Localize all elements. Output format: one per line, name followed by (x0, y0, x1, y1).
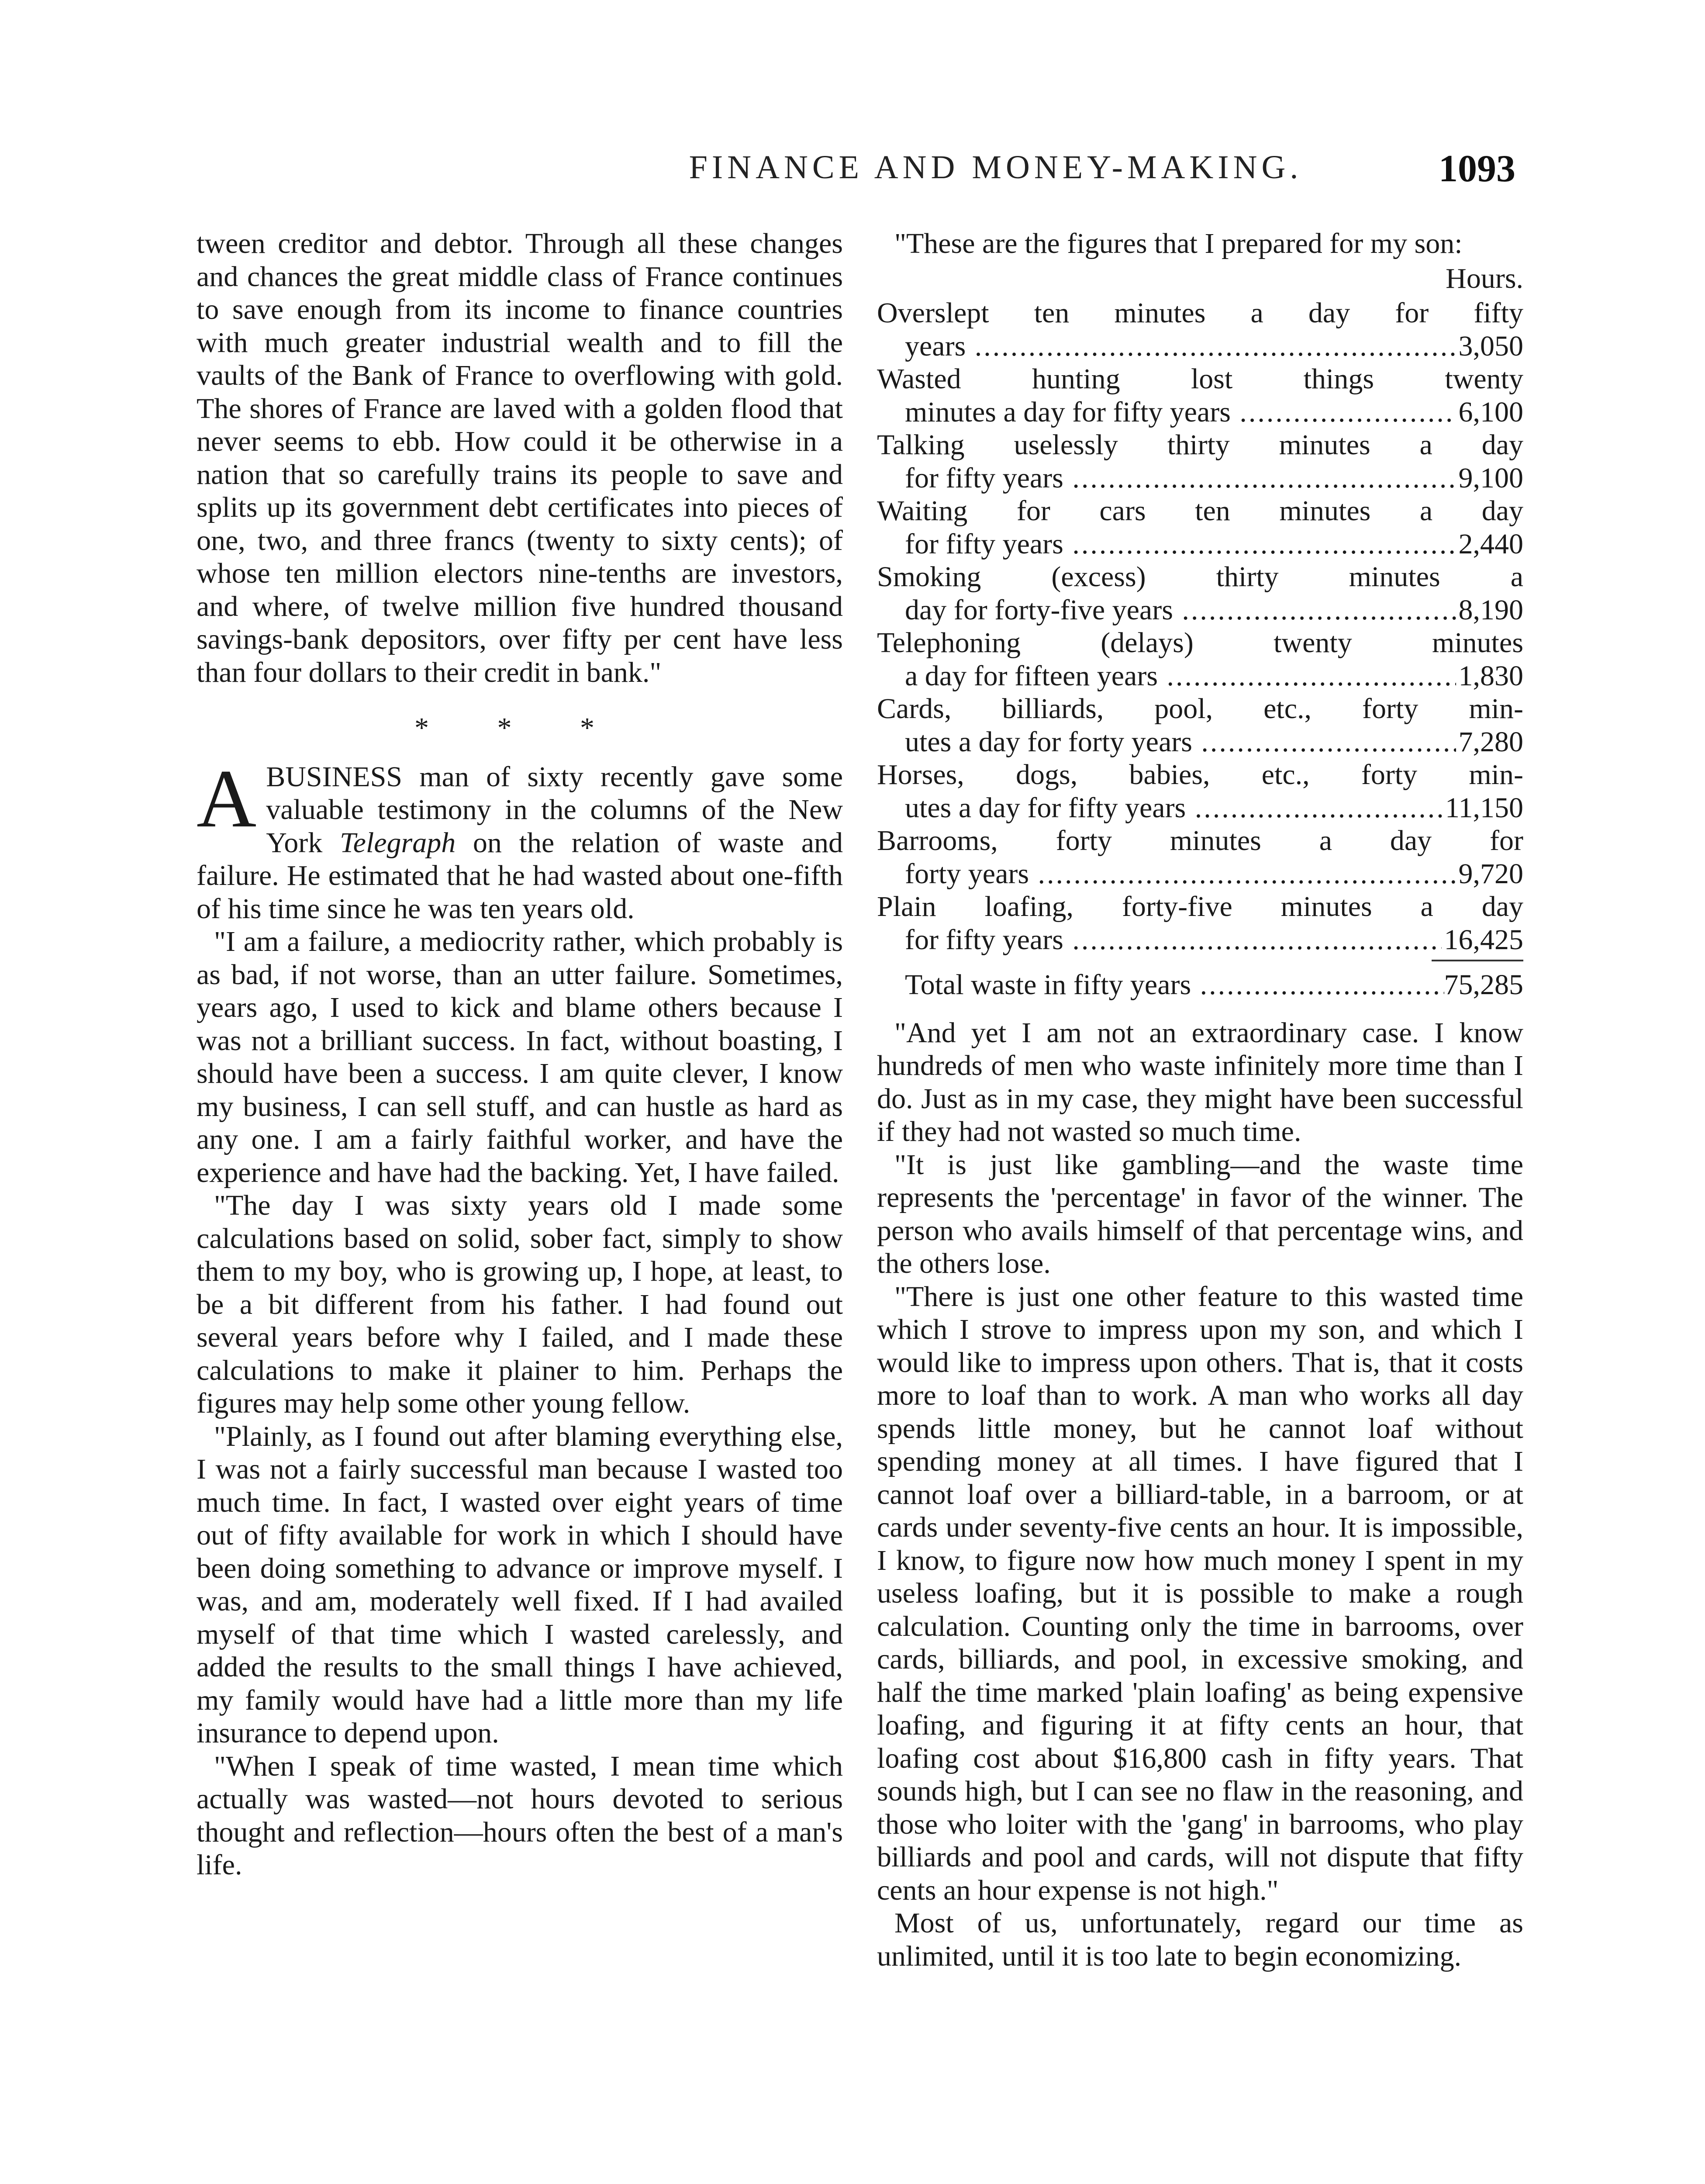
entry-label: forty years ..... (905, 857, 1456, 891)
table-row (877, 429, 1523, 494)
entry-label: minutes a day for fifty years ..... (905, 396, 1456, 429)
entry-label: Plain loafing, forty-five minutes a day (877, 891, 1523, 923)
entry-label: for fifty years ..... (905, 923, 1442, 957)
running-head: FINANCE AND MONEY-MAKING. (689, 149, 1303, 186)
paragraph: "I am a failure, a mediocrity rather, which probably is as bad, if not worse, than an utter failure. Sometimes, years ago, I used to kick and blame others because I was not a brilliant success. In fact, without boasting, I should have been a success. I am quite clever, I know my business, I can sell stuff, and can hustle as hard as any one. I am a fairly faithful worker, and have the experience and have had the backing. Yet, I have failed. (197, 926, 843, 1189)
entry-label: Cards, billiards, pool, etc., forty min- (877, 693, 1523, 725)
entry-label: utes a day for fifty years ..... (905, 791, 1443, 825)
table-row (877, 758, 1523, 824)
entry-hours: 1,830 (1458, 660, 1523, 692)
section-separator: * * * (414, 712, 625, 744)
entry-hours: 9,100 (1458, 462, 1523, 494)
paragraph: "And yet I am not an extraordinary case. I know hundreds of men who waste infinitely more time than I do. Just as in my case, they might have been successful if they had not wasted so much time. (877, 1016, 1523, 1147)
paragraph: "There is just one other feature to this wasted time which I strove to impress upon my son, and which I would like to impress upon others. That is, that it costs more to loaf than to work. A man who works all day spends little money, but he cannot loaf without spending money at all times. I have figured that I cannot loaf over a billiard-table, in a barroom, or at cards under seventy-five cents an hour. It is impossible, I know, to figure now how much money I spent in my useless loafing, but it is possible to make a rough calculation. Counting only the time in barrooms, over cards, billiards, and pool, in excessive smoking, and half the time marked 'plain loafing' as being expensive loafing, and figuring it at fifty cents an hour, that loafing cost about $16,800 cash in fifty years. That sounds high, but I can see no flaw in the reasoning, and those who loiter with the 'gang' in barrooms, who play billiards and pool and cards, will not dispute that fifty cents an hour expense is not high." (877, 1280, 1523, 1906)
table-row (877, 560, 1523, 626)
entry-label: a day for fifteen years ..... (905, 660, 1456, 693)
total-row (877, 968, 1523, 1002)
entry-label: Telephoning (delays) twenty minutes (877, 627, 1523, 659)
paragraph-text: BUSINESS man of sixty recently gave some valuable testimony in the columns of the New York (266, 760, 843, 859)
entry-label: Overslept ten minutes a day for fifty (877, 297, 1523, 329)
table-row (877, 890, 1523, 956)
entry-label: Smoking (excess) thirty minutes a (877, 561, 1523, 593)
entry-label: day for forty-five years ..... (905, 594, 1456, 627)
paragraph: tween creditor and debtor. Through all these changes and chances the great middle class of France continues to save enough from its income to finance countries with much greater industrial wealth and to fill the vaults of the Bank of France to overflowing with gold. The shores of France are laved with a golden flood that never seems to ebb. How could it be otherwise in a nation that so carefully trains its people to save and splits up its government debt certificates into pieces of one, two, and three francs (twenty to sixty cents); of whose ten million electors nine-tenths are investors, and where, of twelve million five hundred thousand savings-bank depositors, over fifty per cent have less than four dollars to their credit in bank." (197, 228, 843, 688)
table-row (877, 692, 1523, 758)
entry-hours: 6,100 (1458, 396, 1523, 428)
entry-hours: 9,720 (1458, 857, 1523, 890)
entry-label: Waiting for cars ten minutes a day (877, 495, 1523, 527)
entry-label: years ..... (905, 330, 1456, 363)
table-row (877, 494, 1523, 560)
table-row (877, 363, 1523, 429)
table-row (877, 626, 1523, 692)
paragraph: "It is just like gambling—and the waste time represents the 'percentage' in favor of the winner. The person who avails himself of that percentage wins, and the others lose. (877, 1148, 1523, 1279)
paragraph: "These are the figures that I prepared for my son: (894, 228, 1463, 259)
entry-label: Talking uselessly thirty minutes a day (877, 429, 1523, 461)
waste-table (877, 297, 1523, 1002)
paragraph-text: on the relation of waste and failure. He estimated that he had wasted about one-fifth of his time since he was ten years old. (197, 826, 843, 925)
drop-cap: A (197, 753, 257, 845)
total-hours: 75,285 (1444, 969, 1523, 1001)
paragraph: Most of us, unfortunately, regard our time as unlimited, until it is too late to begin economizing. (877, 1907, 1523, 1972)
total-label: Total waste in fifty years ..... (905, 968, 1444, 1002)
entry-label: Wasted hunting lost things twenty (877, 363, 1523, 395)
entry-label: Horses, dogs, babies, etc., forty min- (877, 759, 1523, 791)
entry-hours: 2,440 (1458, 528, 1523, 560)
table-row (877, 824, 1523, 890)
page-number: 1093 (1439, 148, 1515, 190)
table-header: Hours. (1446, 262, 1523, 294)
paragraph-dropcap (197, 753, 843, 926)
entry-hours: 8,190 (1458, 594, 1523, 626)
paragraph: "The day I was sixty years old I made some calculations based on solid, sober fact, simply to show them to my boy, who is growing up, I hope, at least, to be a bit different from his father. I had found out several years before why I failed, and I made these calculations to make it plainer to him. Perhaps the figures may help some other young fellow. (197, 1189, 843, 1419)
entry-hours: 16,425 (1444, 923, 1523, 956)
entry-label: for fifty years ..... (905, 462, 1456, 495)
entry-label: Barrooms, forty minutes a day for (877, 825, 1523, 857)
paragraph: "Plainly, as I found out after blaming everything else, I was not a fairly successful man because I wasted too much time. In fact, I wasted over eight years of time out of fifty available for work in which I should have been doing something to advance or improve myself. I was, and am, moderately well fixed. If I had availed myself of that time which I wasted carelessly, and added the results to the small things I have achieved, my family would have had a little more than my life insurance to depend upon. (197, 1420, 843, 1749)
entry-label: for fifty years ..... (905, 528, 1456, 561)
entry-hours: 7,280 (1458, 726, 1523, 758)
right-column (877, 227, 1523, 1973)
table-row (877, 297, 1523, 363)
publication-name: Telegraph (339, 826, 456, 859)
entry-label: utes a day for forty years ..... (905, 726, 1456, 759)
entry-hours: 3,050 (1458, 330, 1523, 362)
paragraph: "When I speak of time wasted, I mean time which actually was wasted—not hours devoted to serious thought and reflection—hours often the best of a man's life. (197, 1750, 843, 1881)
left-column (197, 227, 843, 1882)
total-rule (1432, 960, 1523, 961)
entry-hours: 11,150 (1445, 791, 1523, 824)
